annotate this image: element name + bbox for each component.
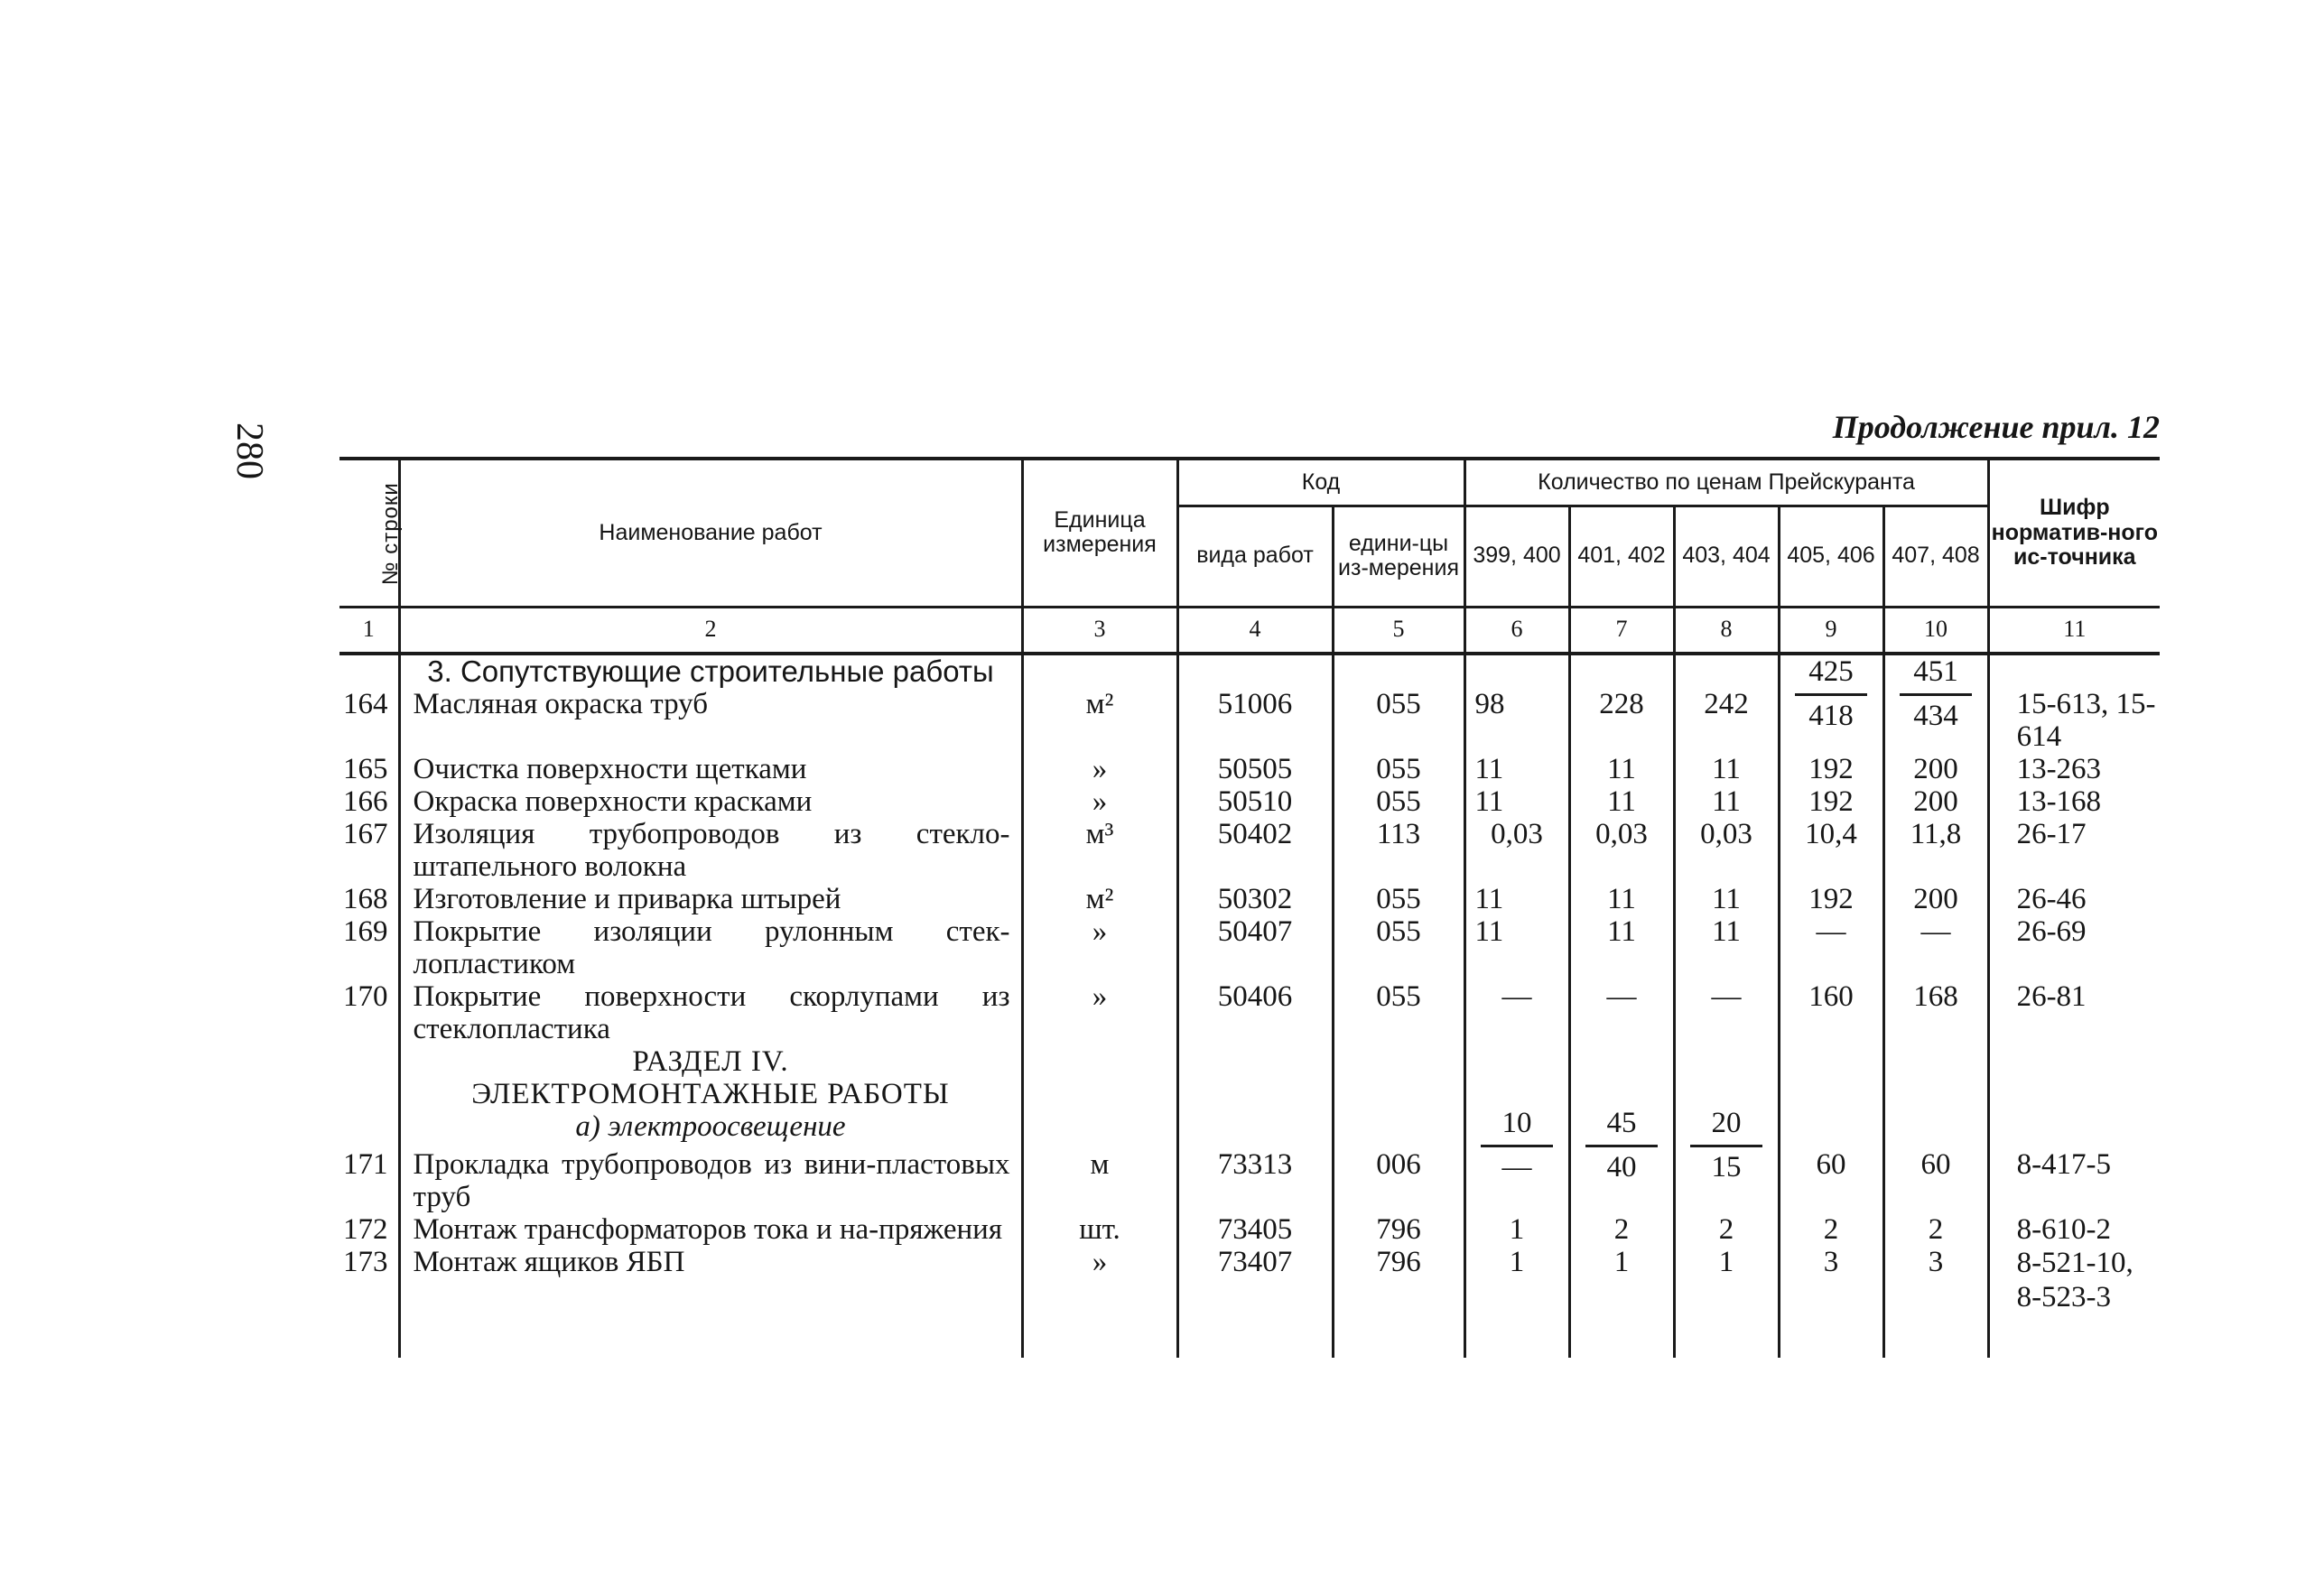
work-name: Прокладка трубопроводов из вини-пластовых труб: [399, 1143, 1022, 1213]
qty-cell: 1: [1464, 1246, 1569, 1314]
column-numbers-row: [339, 607, 2160, 654]
unit-cell: »: [1022, 980, 1177, 1045]
qty-cell: 11: [1674, 883, 1779, 915]
page-number: 280: [228, 422, 270, 479]
qty-cell: 11,8: [1883, 818, 1988, 883]
qty-fraction: [1779, 654, 1883, 753]
header-price-3: 403, 404: [1674, 506, 1779, 607]
fraction-numerator: 10: [1481, 1107, 1553, 1147]
source-code: 26-69: [1988, 915, 2160, 980]
table-row: [339, 753, 2160, 785]
source-code: 15-613, 15-614: [1988, 688, 2160, 753]
header-code-work: вида работ: [1177, 506, 1333, 607]
qty-fraction: [1674, 1106, 1779, 1213]
row-number: 170: [343, 979, 388, 1013]
work-name: Монтаж ящиков ЯБП: [399, 1246, 1022, 1314]
unit-code: 055: [1333, 688, 1464, 753]
qty-cell: 192: [1779, 785, 1883, 818]
work-name: Покрытие изоляции рулонным стек-лопластиком: [399, 915, 1022, 980]
column-number: 5: [1333, 607, 1464, 654]
unit-code: 796: [1333, 1246, 1464, 1314]
qty-cell: 2: [1779, 1213, 1883, 1246]
qty-cell: 11: [1464, 883, 1569, 915]
column-number: 8: [1674, 607, 1779, 654]
qty-cell: 1: [1569, 1246, 1674, 1314]
qty-fraction: [1883, 654, 1988, 753]
fraction-numerator: 45: [1585, 1107, 1658, 1147]
column-number: 9: [1779, 607, 1883, 654]
qty-cell: —: [1569, 980, 1674, 1045]
source-code: 8-521-10, 8-523-3: [1988, 1246, 2160, 1314]
unit-code: 055: [1333, 980, 1464, 1045]
table-bottom-spacer: [339, 1314, 2160, 1358]
unit-cell: »: [1022, 1246, 1177, 1314]
qty-cell: 242: [1674, 688, 1779, 753]
row-number: 165: [343, 752, 388, 785]
works-table: [339, 457, 2160, 1358]
part-heading: [399, 1045, 1022, 1110]
header-code: Код: [1177, 459, 1464, 506]
qty-cell: 160: [1779, 980, 1883, 1045]
table-body: [339, 654, 2160, 1358]
qty-cell: —: [1464, 980, 1569, 1045]
qty-cell: 1: [1464, 1213, 1569, 1246]
source-code: 26-17: [1988, 818, 2160, 883]
qty-cell: 0,03: [1464, 818, 1569, 883]
qty-cell: 2: [1569, 1213, 1674, 1246]
qty-cell: 11: [1464, 785, 1569, 818]
unit-cell: м³: [1022, 818, 1177, 883]
unit-code: 113: [1333, 818, 1464, 883]
row-number: 166: [343, 784, 388, 818]
unit-code: 006: [1333, 1143, 1464, 1213]
work-code: 73407: [1177, 1246, 1333, 1314]
column-number: 10: [1883, 607, 1988, 654]
qty-cell: 3: [1883, 1246, 1988, 1314]
column-number: 2: [399, 607, 1022, 654]
qty-cell: 11: [1569, 915, 1674, 980]
fraction-denominator: 40: [1606, 1150, 1637, 1183]
column-number: 11: [1988, 607, 2160, 654]
header-unit: Единица измерения: [1022, 459, 1177, 607]
work-name: Масляная окраска труб: [399, 688, 1022, 753]
table-row: [339, 785, 2160, 818]
work-code: 50510: [1177, 785, 1333, 818]
work-name: Покрытие поверхности скорлупами из стеклопластика: [399, 980, 1022, 1045]
column-number: 1: [339, 607, 399, 654]
qty-fraction: [1464, 1106, 1569, 1213]
continuation-caption: Продолжение прил. 12: [1832, 409, 2160, 445]
qty-cell: 10,4: [1779, 818, 1883, 883]
unit-code: 796: [1333, 1213, 1464, 1246]
qty-cell: 200: [1883, 753, 1988, 785]
qty-cell: 192: [1779, 883, 1883, 915]
unit-code: 055: [1333, 753, 1464, 785]
qty-cell: 3: [1779, 1246, 1883, 1314]
table-row: [339, 980, 2160, 1045]
part-heading-line2: ЭЛЕКТРОМОНТАЖНЫЕ РАБОТЫ: [471, 1077, 950, 1110]
part-heading-line1: РАЗДЕЛ IV.: [632, 1044, 789, 1078]
source-code: 13-168: [1988, 785, 2160, 818]
qty-cell: —: [1779, 915, 1883, 980]
unit-cell: »: [1022, 785, 1177, 818]
fraction-numerator: 451: [1900, 655, 1972, 696]
unit-cell: шт.: [1022, 1213, 1177, 1246]
qty-cell: 11: [1569, 883, 1674, 915]
table-header: [339, 459, 2160, 654]
qty-cell: 0,03: [1569, 818, 1674, 883]
qty-cell: 168: [1883, 980, 1988, 1045]
table-row: [339, 1143, 2160, 1213]
qty-cell: 2: [1674, 1213, 1779, 1246]
qty-cell: 11: [1674, 915, 1779, 980]
qty-cell: 11: [1569, 785, 1674, 818]
header-code-unit: едини-цы из-мерения: [1333, 506, 1464, 607]
header-price-1: 399, 400: [1464, 506, 1569, 607]
subsection-heading-row: [339, 1110, 2160, 1143]
qty-cell: 192: [1779, 753, 1883, 785]
source-code: 8-610-2: [1988, 1213, 2160, 1246]
table-row: [339, 1246, 2160, 1314]
qty-cell: 11: [1569, 753, 1674, 785]
subsection-heading: а) электроосвещение: [399, 1110, 1022, 1143]
column-number: 3: [1022, 607, 1177, 654]
row-number: 171: [343, 1147, 388, 1181]
section-heading: 3. Сопутствующие строительные работы: [399, 654, 1022, 688]
header-row-number: № строки: [339, 459, 399, 607]
work-code: 50505: [1177, 753, 1333, 785]
unit-cell: »: [1022, 915, 1177, 980]
source-code: 13-263: [1988, 753, 2160, 785]
work-code: 51006: [1177, 688, 1333, 753]
fraction-numerator: 20: [1690, 1107, 1762, 1147]
qty-cell: 200: [1883, 883, 1988, 915]
qty-cell: 11: [1674, 785, 1779, 818]
fraction-denominator: —: [1501, 1150, 1532, 1183]
qty-cell: —: [1674, 980, 1779, 1045]
row-number: 173: [343, 1245, 388, 1278]
work-code: 73405: [1177, 1213, 1333, 1246]
work-code: 50302: [1177, 883, 1333, 915]
row-number: 169: [343, 914, 388, 948]
column-number: 7: [1569, 607, 1674, 654]
qty-cell: 1: [1674, 1246, 1779, 1314]
unit-code: 055: [1333, 883, 1464, 915]
row-number: 168: [343, 882, 388, 915]
qty-cell: 2: [1883, 1213, 1988, 1246]
table-row: [339, 883, 2160, 915]
work-name: Изготовление и приварка штырей: [399, 883, 1022, 915]
unit-cell: м²: [1022, 883, 1177, 915]
header-source: Шифр норматив-ного ис-точника: [1988, 459, 2160, 607]
table-row: [339, 688, 2160, 753]
column-number: 4: [1177, 607, 1333, 654]
column-number: 6: [1464, 607, 1569, 654]
qty-cell: 11: [1464, 753, 1569, 785]
header-name: Наименование работ: [399, 459, 1022, 607]
qty-cell: 11: [1674, 753, 1779, 785]
unit-code: 055: [1333, 915, 1464, 980]
qty-fraction: [1569, 1106, 1674, 1213]
qty-cell: 0,03: [1674, 818, 1779, 883]
work-name: Монтаж трансформаторов тока и на-пряжения: [399, 1213, 1022, 1246]
row-number: 167: [343, 817, 388, 850]
header-price-2: 401, 402: [1569, 506, 1674, 607]
work-name: Окраска поверхности красками: [399, 785, 1022, 818]
work-name: Изоляция трубопроводов из стекло-штапельного волокна: [399, 818, 1022, 883]
source-code: 26-81: [1988, 980, 2160, 1045]
qty-cell: 228: [1569, 688, 1674, 753]
qty-cell: 200: [1883, 785, 1988, 818]
unit-code: 055: [1333, 785, 1464, 818]
table-row: [339, 818, 2160, 883]
section-heading-row: [339, 654, 2160, 688]
part-heading-row: [339, 1045, 2160, 1110]
qty-cell: 60: [1779, 1143, 1883, 1213]
table-row: [339, 1213, 2160, 1246]
work-name: Очистка поверхности щетками: [399, 753, 1022, 785]
fraction-denominator: 418: [1808, 699, 1854, 732]
qty-cell: 98: [1464, 688, 1569, 753]
qty-cell: 60: [1883, 1143, 1988, 1213]
row-number: 164: [343, 687, 388, 720]
qty-cell: 11: [1464, 915, 1569, 980]
header-price-5: 407, 408: [1883, 506, 1988, 607]
qty-cell: —: [1883, 915, 1988, 980]
source-code: 26-46: [1988, 883, 2160, 915]
source-code: 8-417-5: [1988, 1143, 2160, 1213]
fraction-denominator: 434: [1913, 699, 1958, 732]
header-price-4: 405, 406: [1779, 506, 1883, 607]
table-row: [339, 915, 2160, 980]
work-code: 73313: [1177, 1143, 1333, 1213]
work-code: 50407: [1177, 915, 1333, 980]
work-code: 50406: [1177, 980, 1333, 1045]
row-number: 172: [343, 1212, 388, 1246]
unit-cell: »: [1022, 753, 1177, 785]
work-code: 50402: [1177, 818, 1333, 883]
unit-cell: м: [1022, 1143, 1177, 1213]
fraction-numerator: 425: [1795, 655, 1867, 696]
header-quantity: Количество по ценам Прейскуранта: [1464, 459, 1988, 506]
unit-cell: м²: [1022, 688, 1177, 753]
fraction-denominator: 15: [1711, 1150, 1742, 1183]
